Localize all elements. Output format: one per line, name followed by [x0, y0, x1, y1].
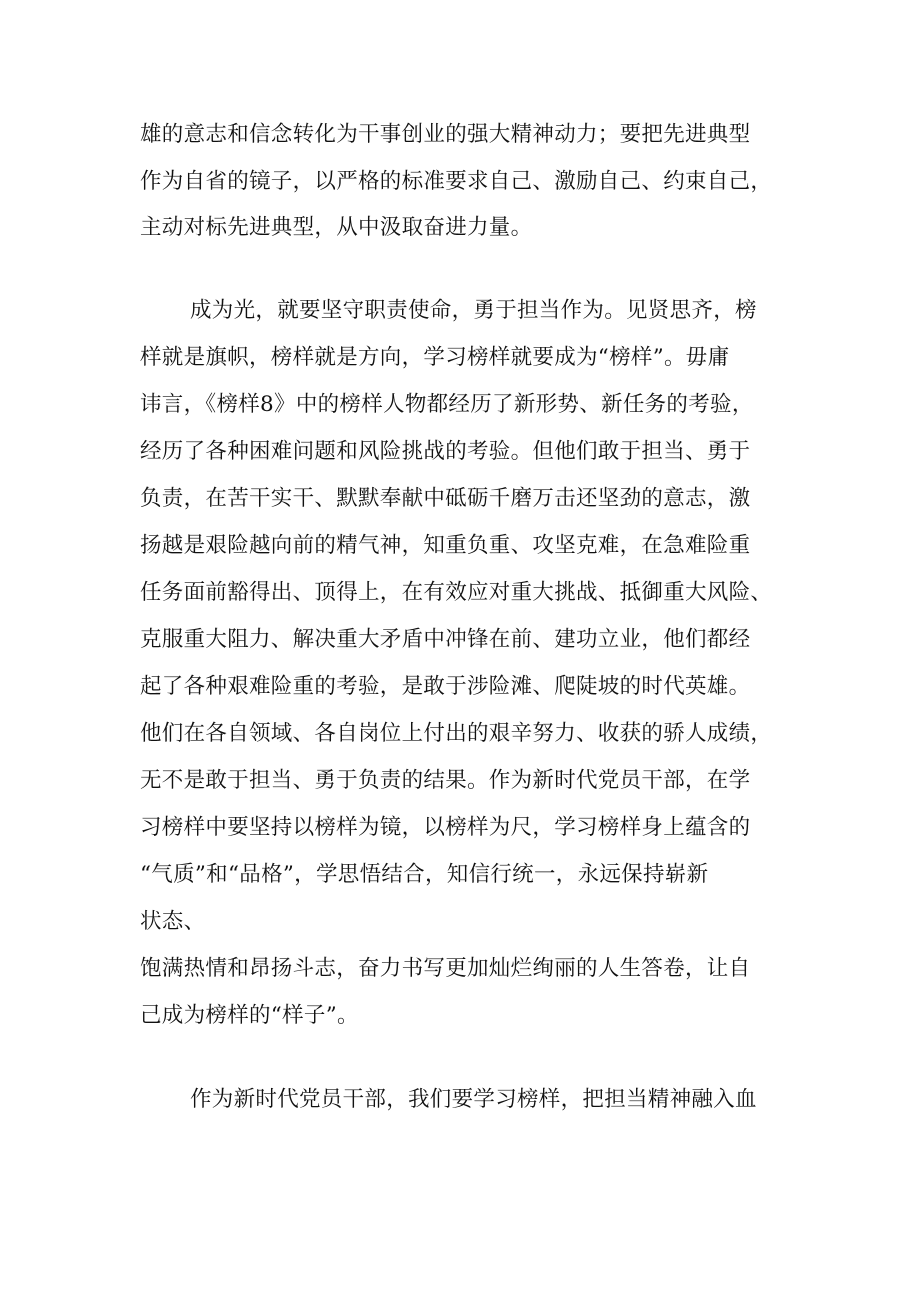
text-line: 克服重大阻力、解决重大矛盾中冲锋在前、建功立业，他们都经 [140, 627, 751, 652]
text-line: 饱满热情和昂扬斗志，奋力书写更加灿烂绚丽的人生答卷，让自 [140, 956, 751, 981]
text-line: 扬越是艰险越向前的精气神，知重负重、攻坚克难，在急难险重 [140, 533, 751, 558]
text-line: 状态、 [140, 909, 206, 934]
text-line: 习榜样中要坚持以榜样为镜，以榜样为尺，学习榜样身上蕴含的 [140, 815, 751, 840]
text-line: 无不是敢于担当、勇于负责的结果。作为新时代党员干部，在学 [140, 768, 751, 793]
text-line: 负责，在苦干实干、默默奉献中砥砺千磨万击还坚劲的意志，激 [140, 486, 751, 511]
text-line: 经历了各种困难问题和风险挑战的考验。但他们敢于担当、勇于 [140, 439, 751, 464]
text-line: 任务面前豁得出、顶得上，在有效应对重大挑战、抵御重大风险、 [140, 580, 773, 605]
text-line: “气质”和“品格”，学思悟结合，知信行统一，永远保持崭新 [140, 862, 709, 887]
text-line: 成为光，就要坚守职责使命，勇于担当作为。见贤思齐，榜 [190, 298, 757, 323]
text-line: 样就是旗帜，榜样就是方向，学习榜样就要成为“榜样”。毋庸 [140, 345, 730, 370]
text-line: 讳言，《榜样8》中的榜样人物都经历了新形势、新任务的考验， [140, 392, 754, 417]
text-line: 雄的意志和信念转化为干事创业的强大精神动力；要把先进典型 [140, 122, 751, 147]
text-line: 起了各种艰难险重的考验，是敢于涉险滩、爬陡坡的时代英雄。 [140, 674, 751, 699]
text-line: 他们在各自领域、各自岗位上付出的艰辛努力、收获的骄人成绩， [140, 721, 773, 746]
text-line: 主动对标先进典型，从中汲取奋进力量。 [140, 215, 533, 240]
text-line: 己成为榜样的“样子”。 [140, 1003, 359, 1028]
text-line: 作为自省的镜子，以严格的标准要求自己、激励自己、约束自己， [140, 169, 773, 194]
text-line: 作为新时代党员干部，我们要学习榜样，把担当精神融入血 [190, 1087, 757, 1112]
